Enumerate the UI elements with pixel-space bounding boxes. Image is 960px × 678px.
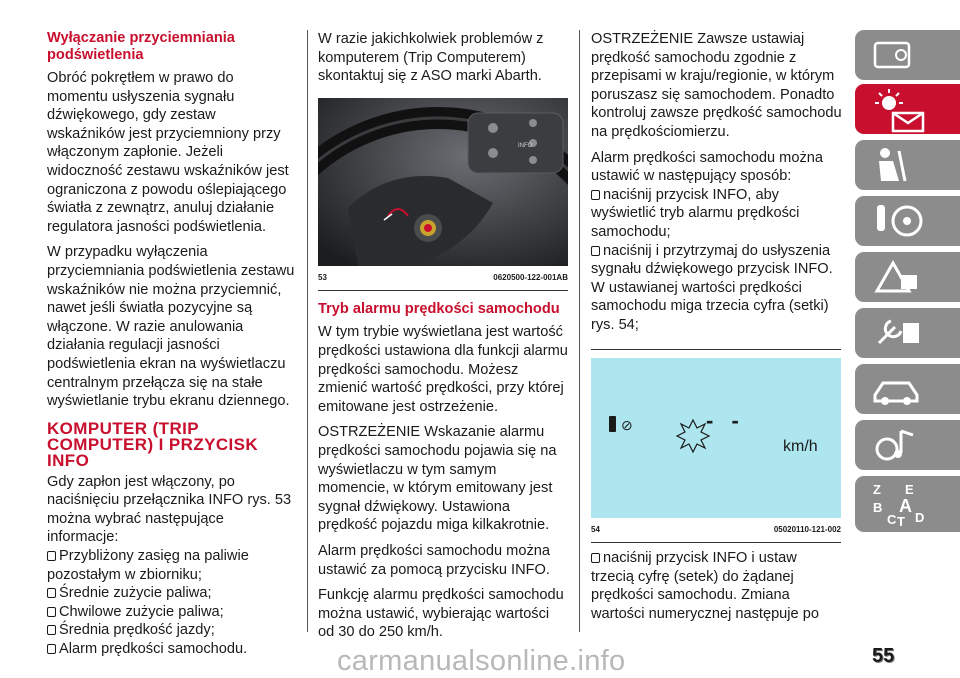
list-item: Przybliżony zasięg na paliwie pozostałym w zbiorniku;: [47, 548, 249, 583]
list-item: naciśnij przycisk INFO, aby wyświetlić tryb alarmu prędkości samochodu;: [591, 186, 800, 240]
figure-number: 54: [591, 524, 600, 534]
tab-index[interactable]: [855, 476, 960, 532]
index-icon: Z E B A C T D: [873, 482, 925, 529]
paragraph: OSTRZEŻENIE Wskazanie alarmu prędkości samochodu pojawia się na wyświetlaczu w tym samym momencie, w którym emitowany jest sygnał dźwiękowy. Ustawiona prędkość pojazdu miga kilkakrotnie.: [318, 424, 557, 534]
paragraph: W razie jakichkolwiek problemów z komputerem (Trip Computerem) skontaktuj się z ASO marki Abarth.: [318, 31, 544, 85]
paragraph: Obróć pokrętłem w prawo do momentu usłyszenia sygnału dźwiękowego, gdy zestaw wskaźników jest przyciemniony przy włączonym zapłonie. Jeżeli widoczność zestawu wskaźników jest ograniczona z powodu oślepiającego światła z zewnątrz, anuluj działanie regulatora jasności podświetlenia.: [47, 70, 289, 235]
speed-dashes: - -: [706, 407, 745, 433]
bullet-box-icon: [47, 607, 56, 617]
emergency-icon: [871, 257, 927, 297]
subheading-speed-alarm: Tryb alarmu prędkości samochodu: [318, 301, 560, 318]
info-button-label: INFO: [518, 142, 533, 149]
column-1: [47, 30, 295, 659]
figure-54: [591, 349, 841, 544]
paragraph: Funkcję alarmu prędkości samochodu można ustawić, wybierając wartości od 30 do 250 km/h.: [318, 587, 564, 641]
tab-multimedia[interactable]: [855, 420, 960, 470]
paragraph: OSTRZEŻENIE Zawsze ustawiaj prędkość samochodu zgodnie z przepisami w kraju/regionie, w którym poruszasz się samochodem. Ponadto kontroluj zawsze prędkość samochodu na prędkościomierzu.: [591, 31, 842, 140]
svg-text:⊘: ⊘: [621, 416, 633, 433]
bullet-box-icon: [47, 644, 56, 654]
figure-53: [318, 98, 568, 292]
tab-safety[interactable]: [855, 140, 960, 190]
figure-caption: [318, 266, 568, 292]
tab-service[interactable]: [855, 308, 960, 358]
list-item: naciśnij przycisk INFO i ustaw trzecią cyfrę (setek) do żądanej prędkości samochodu. Zmiana wartości numerycznej następuje po: [591, 550, 819, 622]
bullet-box-icon: [47, 551, 56, 561]
steering-wheel-photo: [318, 98, 568, 266]
tab-technical[interactable]: [855, 364, 960, 414]
list-item: Alarm prędkości samochodu.: [47, 640, 295, 659]
watermark: carmanualsonline.info: [337, 645, 626, 677]
column-2: [318, 30, 568, 649]
tab-emergency[interactable]: [855, 252, 960, 302]
car-spec-icon: [871, 369, 927, 409]
list-item: Chwilowe zużycie paliwa;: [47, 603, 295, 622]
speed-alarm-display: [591, 358, 841, 518]
bullet-box-icon: [591, 553, 600, 563]
steering-icon: [871, 201, 927, 241]
bullet-box-icon: [591, 190, 600, 200]
paragraph: Alarm prędkości samochodu można ustawić w następujący sposób:: [591, 149, 823, 185]
figure-caption: [591, 518, 841, 544]
paragraph: Gdy zapłon jest włączony, po naciśnięciu przełącznika INFO rys. 53 można wybrać następujące informacje:: [47, 473, 292, 546]
subheading-dimming: Wyłączanie przyciemniania podświetlenia: [47, 30, 235, 63]
page-number: 55: [872, 645, 895, 667]
figure-code: 05020110-121-002: [773, 524, 841, 534]
warning-lights-icon: [871, 89, 927, 133]
info-list: [47, 547, 295, 659]
section-title: KOMPUTER (TRIP COMPUTER) I PRZYCISK INFO: [47, 418, 259, 470]
tab-starting[interactable]: [855, 196, 960, 246]
list-item: Średnia prędkość jazdy;: [47, 621, 295, 640]
figure-code: 0620500-122-001AB: [493, 272, 568, 282]
tab-warning-lights[interactable]: [855, 84, 960, 134]
list-item: Średnie zużycie paliwa;: [47, 584, 295, 603]
service-icon: [871, 313, 927, 353]
bullet-box-icon: [47, 625, 56, 635]
car-info-icon: [871, 35, 915, 75]
bullet-box-icon: [591, 246, 600, 256]
column-3: [591, 30, 843, 623]
figure-number: 53: [318, 272, 327, 282]
tab-car-info[interactable]: [855, 30, 960, 80]
seatbelt-icon: [871, 145, 915, 185]
paragraph: W ustawianej wartości prędkości samochodu miga trzecia cyfra (setki) rys. 54;: [591, 279, 829, 333]
paragraph: W przypadku wyłączenia przyciemniania podświetlenia zestawu wskaźników nie można przyciemnić, nawet jeśli światła pozycyjne są włączone. W razie anulowania działania regulacji jasności podświetlenia ekran na wyświetlaczu centralnym przełącza się na stałe wyświetlanie trybu ekranu dziennego.: [47, 244, 295, 410]
speed-unit: km/h: [783, 437, 818, 455]
column-divider: [307, 30, 308, 632]
paragraph: Alarm prędkości samochodu można ustawić za pomocą przycisku INFO.: [318, 542, 550, 578]
column-divider: [579, 30, 580, 632]
bullet-box-icon: [47, 588, 56, 598]
list-item: naciśnij i przytrzymaj do usłyszenia sygnału dźwiękowego przycisk INFO.: [591, 242, 833, 278]
paragraph: W tym trybie wyświetlana jest wartość prędkości ustawiona dla funkcji alarmu prędkości samochodu. Możesz zmienić wartość prędkości, przy której emitowane jest ostrzeżenie.: [318, 324, 568, 415]
multimedia-icon: [871, 425, 927, 465]
